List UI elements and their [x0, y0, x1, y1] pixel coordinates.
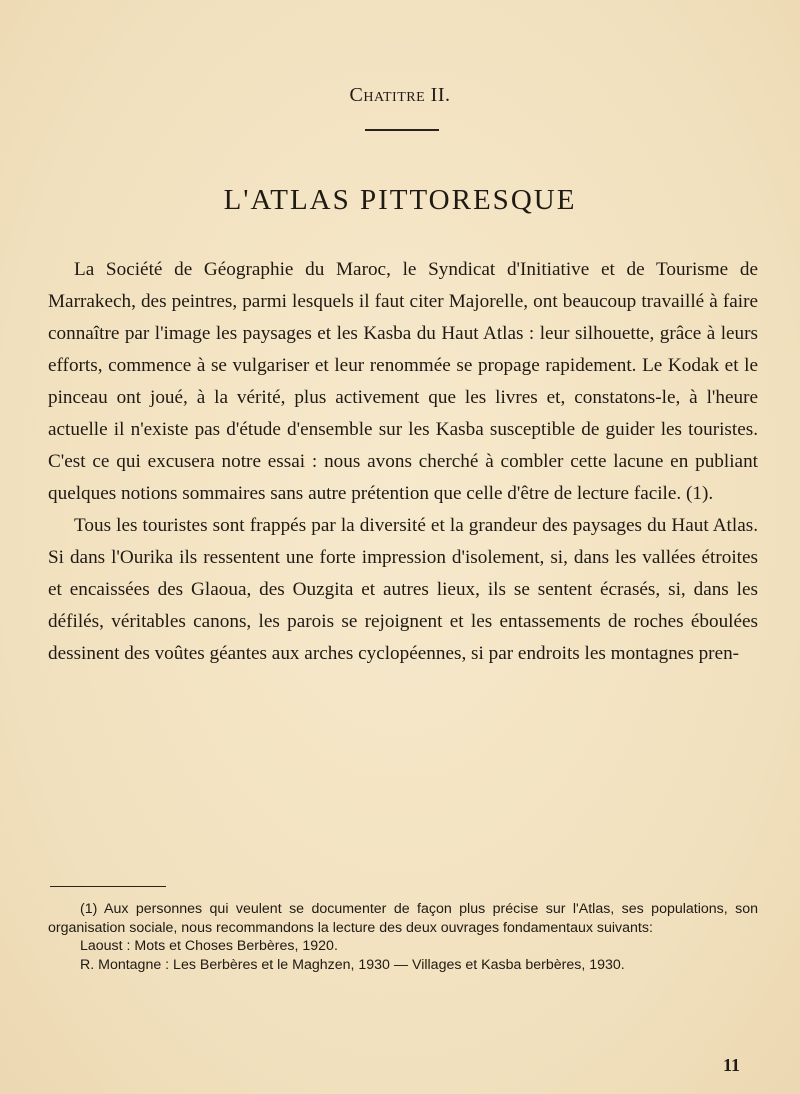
page-number: 11: [722, 1055, 740, 1075]
footnotes: [48, 900, 758, 974]
chapter-heading: Chatitre II.: [349, 84, 451, 106]
paragraph-1: La Société de Géographie du Maroc, le Syndicat d'Initiative et de Tourisme de Marrakech, des peintres, parmi lesquels il faut citer Majorelle, ont beaucoup travaillé à faire connaître par l'image les paysages et les Kasba du Haut Atlas : leur silhouette, grâce à leurs efforts, commence à se vulgariser et leur renommée se propage rapidement. Le Kodak et le pinceau ont joué, à la vérité, plus activement que les livres et, constatons-le, à l'heure actuelle il n'existe pas d'étude d'ensemble sur les Kasba susceptible de guider les touristes. C'est ce qui excusera notre essai : nous avons cherché à combler cette lacune en publiant quelques notions sommaires sans autre prétention que celle d'être de lecture facile. (1).: [48, 259, 758, 504]
footnote-reference-1: Laoust : Mots et Choses Berbères, 1920.: [80, 938, 338, 954]
body-text: [48, 254, 758, 670]
paragraph-2: Tous les touristes sont frappés par la diversité et la grandeur des paysages du Haut Atlas. Si dans l'Ourika ils ressentent une forte impression d'isolement, si, dans les vallées étroites et encaissées des Glaoua, des Ouzgita et autres lieux, ils se sentent écrasés, si, dans les défilés, véritables canons, les parois se rejoignent et les entassements de roches éboulées dessinent des voûtes géantes aux arches cyclopéennes, si par endroits les montagnes pren-: [48, 515, 758, 664]
chapter-divider: [365, 129, 439, 131]
footnote-1: (1) Aux personnes qui veulent se documenter de façon plus précise sur l'Atlas, ses populations, son organisation sociale, nous recommandons la lecture des deux ouvrages fondamentaux suivants:: [48, 901, 758, 936]
footnote-divider: [50, 886, 166, 887]
footnote-reference-2: R. Montagne : Les Berbères et le Maghzen, 1930 — Villages et Kasba berbères, 1930.: [80, 956, 625, 973]
page-title: L'ATLAS PITTORESQUE: [223, 184, 577, 216]
